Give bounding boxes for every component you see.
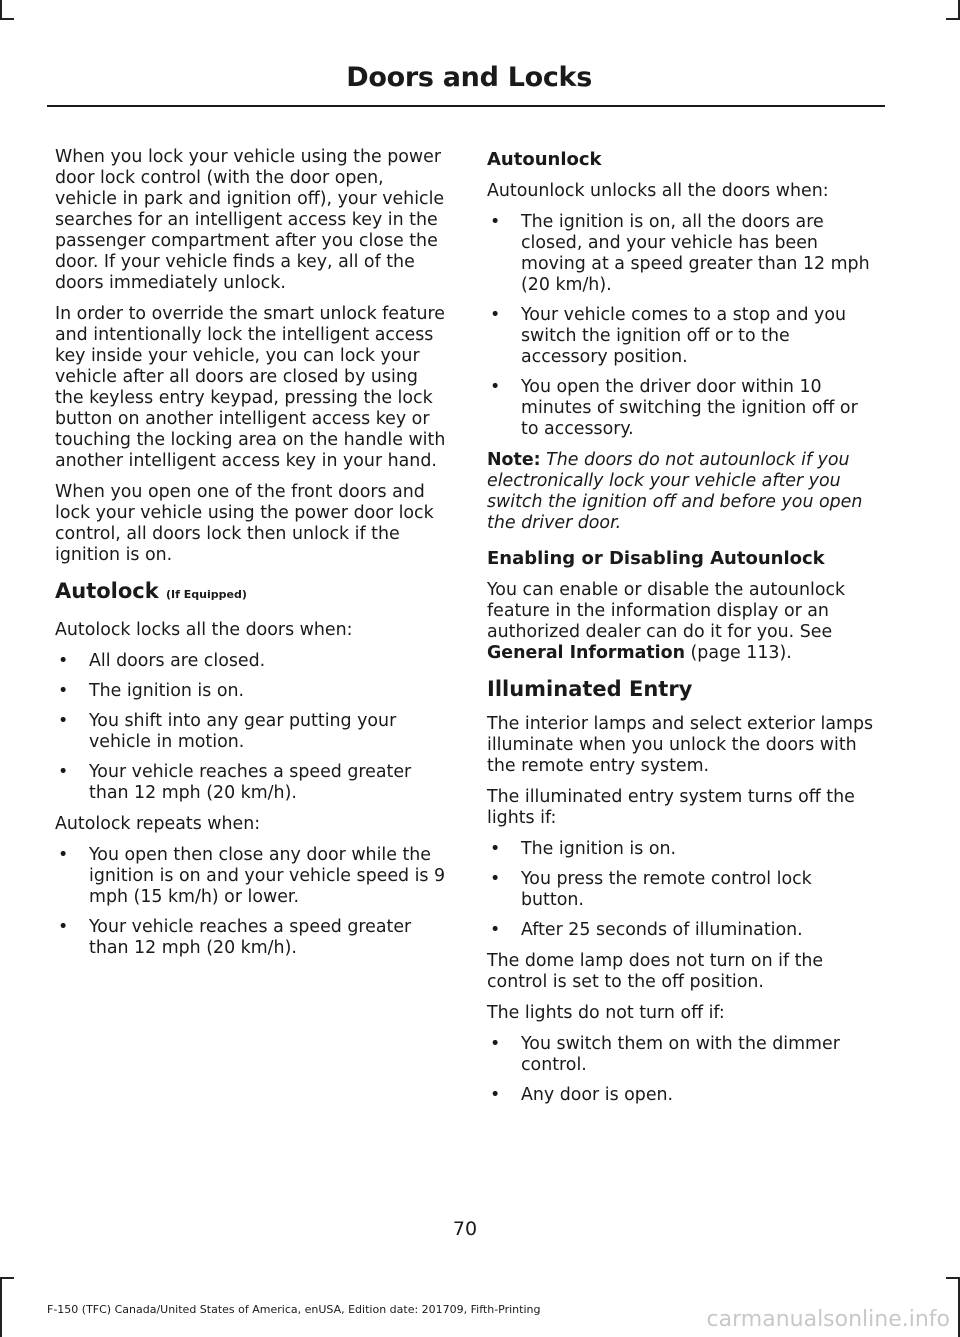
list-item-text: The ignition is on.: [521, 839, 677, 859]
list-item-text: Your vehicle reaches a speed greater than 12 mph (20 km/h).: [89, 762, 412, 803]
list-item: [487, 869, 880, 911]
list-item-text: You shift into any gear putting your vehicle in motion.: [89, 711, 397, 752]
bullet-icon: •: [58, 917, 69, 937]
list-item: [55, 651, 448, 672]
cross-reference-link[interactable]: General Information: [487, 643, 685, 663]
list-item-text: Your vehicle comes to a stop and you switch the ignition off or to the accessory position.: [521, 305, 847, 367]
crop-mark: [0, 18, 14, 20]
bullet-icon: •: [58, 845, 69, 865]
bullet-list: [55, 845, 448, 959]
paragraph: [487, 580, 880, 664]
paragraph: In order to override the smart unlock feature and intentionally lock the intelligent access key inside your vehicle, you can lock your vehicle after all doors are closed by using the keyless entry keypad, pressing the lock button on another intelligent access key or touching the locking area on the handle with another intelligent access key in your hand.: [55, 304, 446, 471]
bullet-icon: •: [490, 377, 501, 397]
paragraph: When you open one of the front doors and lock your vehicle using the power door lock control, all doors lock then unlock if the ignition is on.: [55, 482, 434, 565]
note: [487, 450, 880, 534]
paragraph: Autolock locks all the doors when:: [55, 620, 353, 640]
list-item-text: Any door is open.: [521, 1085, 674, 1105]
page-reference: (page 113).: [684, 643, 792, 663]
bullet-list: [487, 212, 880, 440]
bullet-icon: •: [58, 762, 69, 782]
note-label: Note:: [487, 450, 541, 470]
bullet-icon: •: [490, 869, 501, 889]
bullet-icon: •: [490, 920, 501, 940]
list-item-text: You open then close any door while the ignition is on and your vehicle speed is 9 mph (15 km/h) or lower.: [89, 845, 446, 907]
list-item: [487, 305, 880, 368]
list-item: [55, 917, 448, 959]
list-item-text: Your vehicle reaches a speed greater than 12 mph (20 km/h).: [89, 917, 412, 958]
bullet-icon: •: [490, 839, 501, 859]
bullet-icon: •: [490, 1085, 501, 1105]
bullet-icon: •: [58, 711, 69, 731]
page-title: Doors and Locks: [346, 62, 592, 93]
list-item: [487, 377, 880, 440]
list-item: [55, 681, 448, 702]
paragraph: The lights do not turn off if:: [487, 1003, 725, 1023]
list-item-text: All doors are closed.: [89, 651, 266, 671]
paragraph: When you lock your vehicle using the power door lock control (with the door open, vehicle in park and ignition off), your vehicle searches for an intelligent access key in the passenger compartment after you close the door. If your vehicle finds a key, all of the doors immediately unlock.: [55, 147, 445, 293]
list-item-text: You press the remote control lock button.: [521, 869, 812, 910]
paragraph: The dome lamp does not turn on if the control is set to the off position.: [487, 951, 824, 992]
header-rule: [47, 105, 885, 107]
list-item: [55, 711, 448, 753]
list-item: [487, 212, 880, 296]
list-item: [487, 1085, 880, 1106]
list-item-text: You open the driver door within 10 minutes of switching the ignition off or to accessory.: [521, 377, 858, 439]
list-item-text: After 25 seconds of illumination.: [521, 920, 803, 940]
equipped-note: (If Equipped): [166, 588, 247, 601]
bullet-list: [55, 651, 448, 804]
heading-text: Autolock: [55, 579, 159, 603]
list-item: [55, 845, 448, 908]
list-item-text: The ignition is on, all the doors are closed, and your vehicle has been moving at a speed greater than 12 mph (20 km/h).: [521, 212, 870, 295]
crop-mark: [0, 0, 2, 20]
footer-edition: F-150 (TFC) Canada/United States of America, enUSA, Edition date: 201709, Fifth-Printing: [47, 1303, 541, 1316]
paragraph-text: You can enable or disable the autounlock feature in the information display or an authorized dealer can do it for you. See: [487, 580, 846, 642]
section-heading-autolock: [55, 578, 448, 608]
page-number: 70: [452, 1218, 478, 1240]
watermark: carmanualsonline.info: [706, 1307, 950, 1332]
paragraph: Autolock repeats when:: [55, 814, 261, 834]
paragraph: The illuminated entry system turns off the lights if:: [487, 787, 855, 828]
subheading-enable-autounlock: Enabling or Disabling Autounlock: [487, 548, 825, 569]
list-item: [487, 839, 880, 860]
bullet-list: [487, 839, 880, 941]
left-column: [55, 147, 448, 969]
list-item: [487, 1034, 880, 1076]
list-item: [487, 920, 880, 941]
bullet-icon: •: [490, 212, 501, 232]
bullet-icon: •: [490, 1034, 501, 1054]
list-item: [55, 762, 448, 804]
subheading-autounlock: Autounlock: [487, 149, 602, 170]
crop-mark: [946, 18, 960, 20]
bullet-list: [487, 1034, 880, 1106]
crop-mark: [0, 1277, 2, 1337]
note-text: The doors do not autounlock if you electronically lock your vehicle after you switch the ignition off and before you open the driver door.: [487, 450, 863, 533]
list-item-text: You switch them on with the dimmer control.: [521, 1034, 840, 1075]
paragraph: Autounlock unlocks all the doors when:: [487, 181, 829, 201]
paragraph: The interior lamps and select exterior lamps illuminate when you unlock the doors with the remote entry system.: [487, 714, 874, 776]
bullet-icon: •: [490, 305, 501, 325]
crop-mark: [946, 1277, 960, 1279]
list-item-text: The ignition is on.: [89, 681, 245, 701]
bullet-icon: •: [58, 651, 69, 671]
right-column: [487, 147, 880, 1116]
bullet-icon: •: [58, 681, 69, 701]
crop-mark: [0, 1277, 14, 1279]
section-heading-illuminated-entry: Illuminated Entry: [487, 677, 693, 701]
